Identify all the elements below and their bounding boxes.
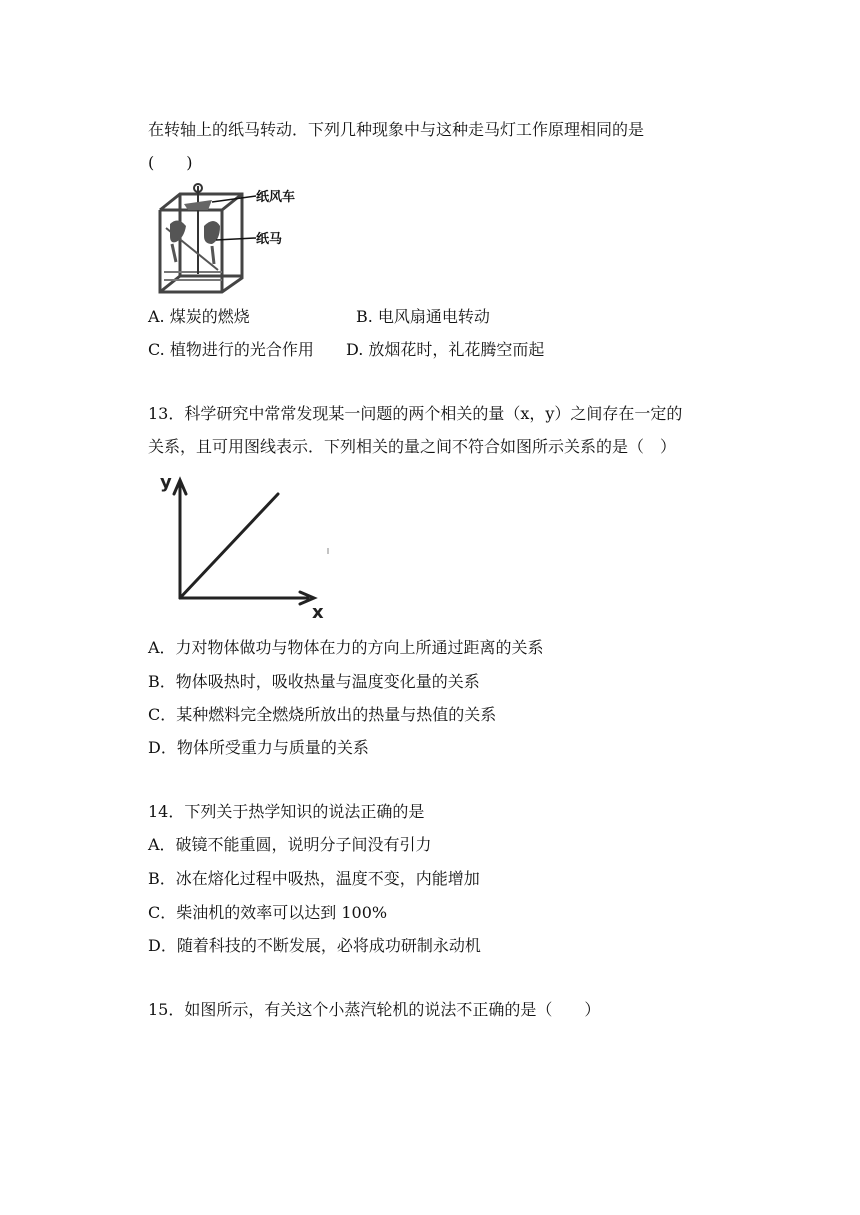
q13-graph bbox=[150, 466, 340, 624]
q14-option-c: C．柴油机的效率可以达到 100% bbox=[148, 903, 388, 922]
y-axis-label: y bbox=[160, 472, 172, 493]
q14-stem: 14．下列关于热学知识的说法正确的是 bbox=[148, 802, 425, 821]
q12-option-d: D. 放烟花时，礼花腾空而起 bbox=[346, 340, 545, 359]
q13-stem-line-1: 13．科学研究中常常发现某一问题的两个相关的量（x，y）之间存在一定的 bbox=[148, 404, 683, 423]
label-paper-pinwheel: 纸风车 bbox=[256, 190, 296, 205]
q13-option-c: C．某种燃料完全燃烧所放出的热量与热值的关系 bbox=[148, 705, 497, 724]
q12-option-a: A. 煤炭的燃烧 bbox=[148, 307, 250, 326]
label-paper-horse: 纸马 bbox=[256, 232, 283, 247]
q12-intro-line: 在转轴上的纸马转动．下列几种现象中与这种走马灯工作原理相同的是 bbox=[148, 120, 645, 139]
q13-stem-line-2: 关系，且可用图线表示．下列相关的量之间不符合如图所示关系的是（ ） bbox=[148, 437, 677, 456]
q14-option-d: D．随着科技的不断发展，必将成功研制永动机 bbox=[148, 936, 481, 955]
q12-option-b: B. 电风扇通电转动 bbox=[356, 307, 490, 326]
q13-option-d: D．物体所受重力与质量的关系 bbox=[148, 738, 369, 757]
x-axis-label: x bbox=[312, 602, 324, 623]
q14-option-b: B．冰在熔化过程中吸热，温度不变，内能增加 bbox=[148, 869, 480, 888]
q15-stem: 15．如图所示，有关这个小蒸汽轮机的说法不正确的是（ ） bbox=[148, 1000, 601, 1019]
q14-option-a: A．破镜不能重圆，说明分子间没有引力 bbox=[148, 835, 432, 854]
q13-option-b: B．物体吸热时，吸收热量与温度变化量的关系 bbox=[148, 672, 480, 691]
lantern-figure bbox=[150, 180, 296, 296]
proportional-line bbox=[180, 494, 278, 598]
q13-option-a: A．力对物体做功与物体在力的方向上所通过距离的关系 bbox=[148, 638, 544, 657]
q12-answer-blank: ( ) bbox=[148, 153, 193, 172]
q12-option-c: C. 植物进行的光合作用 bbox=[148, 340, 314, 359]
